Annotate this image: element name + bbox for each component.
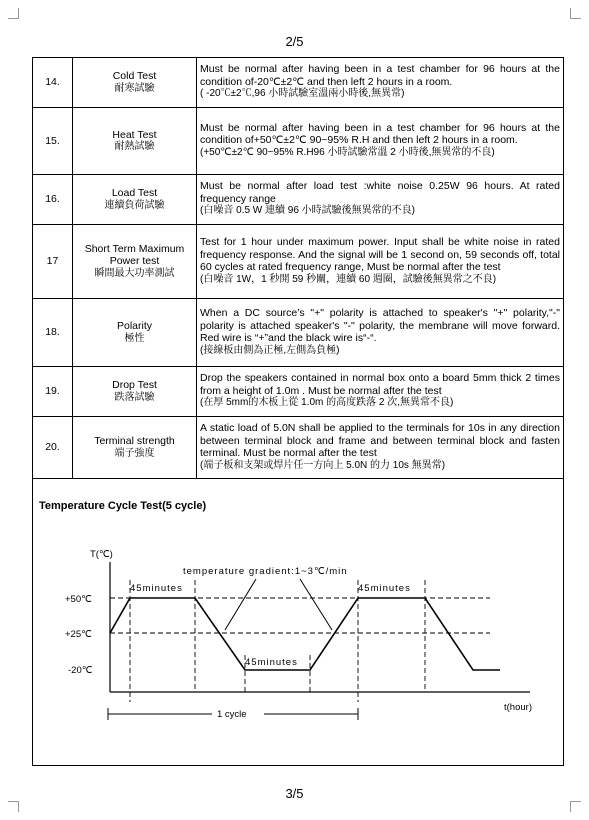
tick-label-minus20: -20℃ xyxy=(68,665,93,676)
test-description-zh: (白噪音 1W，1 秒開 59 秒關，連續 60 週圈，試驗後無異常之不良) xyxy=(200,273,497,285)
test-description-zh: (接線板由側為正極,左側為負極) xyxy=(200,344,340,356)
test-name-zh: 瞬間最大功率測試 xyxy=(94,267,175,279)
table-row xyxy=(33,175,564,225)
temperature-cycle-chart xyxy=(60,540,560,730)
test-description-zh: (在厚 5mm的木板上從 1.0m 的高度跌落 2 次,無異常不良) xyxy=(200,397,454,409)
hold-label-top-2: 45minutes xyxy=(358,583,411,594)
test-name-en: Load Test xyxy=(111,187,158,199)
test-description-en: Must be normal after having been in a test chamber for 96 hours at the condition of+50℃±2℃ 90~95% R.H and then left 2 hours in a room. xyxy=(200,121,560,147)
test-description-cell xyxy=(197,108,564,175)
row-number: 20. xyxy=(33,417,73,479)
test-spec-table-body xyxy=(33,58,564,479)
table-row xyxy=(33,417,564,479)
test-description-zh: ( -20℃±2℃,96 小時試驗室溫兩小時後,無異常) xyxy=(200,88,405,100)
test-description-cell xyxy=(197,58,564,108)
hold-label-bottom: 45minutes xyxy=(245,657,298,668)
row-number: 14. xyxy=(33,58,73,108)
row-number: 16. xyxy=(33,175,73,225)
tick-label-plus25: +25℃ xyxy=(65,629,92,640)
test-description-en: A static load of 5.0N shall be applied to the terminals for 10s in any direction between terminal block and frame and between terminal block and fasten terminal. Must be normal after the test xyxy=(200,422,560,459)
test-name-zh: 跌落試驗 xyxy=(114,391,155,403)
crop-mark-bottom-right xyxy=(570,801,581,812)
test-name-en: Cold Test xyxy=(112,70,157,82)
cycle-label: 1 cycle xyxy=(217,709,247,720)
crop-mark-bottom-left xyxy=(8,801,19,812)
row-number: 17 xyxy=(33,225,73,299)
hold-label-top-1: 45minutes xyxy=(130,583,183,594)
test-description-zh: (白噪音 0.5 W 連續 96 小時試驗後無異常的不良) xyxy=(200,205,416,217)
test-description-cell xyxy=(197,299,564,367)
gradient-arrow-down xyxy=(225,579,256,630)
test-name-zh: 耐熱試驗 xyxy=(114,141,155,152)
test-name-cell xyxy=(73,175,197,225)
test-description-cell xyxy=(197,367,564,417)
test-description-cell xyxy=(197,175,564,225)
test-name-cell xyxy=(73,58,197,108)
row-number: 19. xyxy=(33,367,73,417)
test-name-en: Terminal strength xyxy=(94,435,175,447)
test-description-en: Test for 1 hour under maximum power. Input shall be white noise in rated frequency response. And the signal will be 1 second on, 59 seconds off, total 60 cycles at rated frequency range, Must be normal after the test xyxy=(200,236,560,273)
test-description-en: Drop the speakers contained in normal box onto a board 5mm thick 2 times from a height of 1.0m . Must be normal after the test xyxy=(200,372,560,397)
row-number: 18. xyxy=(33,299,73,367)
temperature-profile-line xyxy=(110,598,500,670)
test-name-zh: 端子強度 xyxy=(114,447,155,459)
gradient-note: temperature gradient:1~3℃/min xyxy=(183,566,348,577)
table-row xyxy=(33,299,564,367)
test-description-en: Must be normal after having been in a test chamber for 96 hours at the condition of-20℃±2℃ and then left 2 hours in a room. xyxy=(200,63,560,88)
test-name-en: Heat Test xyxy=(112,128,157,141)
table-row xyxy=(33,58,564,108)
crop-mark-top-right xyxy=(570,8,581,19)
section-title: Temperature Cycle Test(5 cycle) xyxy=(39,500,207,512)
test-name-cell xyxy=(73,225,197,299)
gradient-arrow-up xyxy=(300,579,332,630)
test-name-cell xyxy=(73,417,197,479)
test-name-en: Short Term Maximum Power test xyxy=(84,242,185,268)
tick-label-plus50: +50℃ xyxy=(65,594,92,605)
test-description-zh: (端子板和支架或焊片任一方向上 5.0N 的力 10s 無異常) xyxy=(200,459,446,471)
test-description-en: Must be normal after load test :white noise 0.25W 96 hours. At rated frequency range xyxy=(200,180,560,205)
test-description-zh: (+50℃±2℃ 90~95% R.H96 小時試驗常溫 2 小時後,無異常的不良) xyxy=(200,146,495,158)
test-description-en: When a DC source’s "+" polarity is attached to speaker's "+" polarity,"-" polarity is attached speaker's "-" polarity, the membrane will move forward. Red wire is “+”and the black wire is“-“. xyxy=(200,307,560,344)
page-number-header: 2/5 xyxy=(285,34,304,49)
test-name-zh: 極性 xyxy=(124,332,145,344)
test-description-cell xyxy=(197,225,564,299)
crop-mark-top-left xyxy=(8,8,19,19)
test-description-cell xyxy=(197,417,564,479)
row-number: 15. xyxy=(33,108,73,175)
x-axis-label: t(hour) xyxy=(504,702,532,713)
y-axis-label: T(℃) xyxy=(90,549,113,560)
test-name-cell xyxy=(73,367,197,417)
page-number-footer: 3/5 xyxy=(285,786,304,801)
test-name-en: Drop Test xyxy=(112,379,157,391)
test-name-en: Polarity xyxy=(116,320,152,332)
test-spec-table xyxy=(32,57,564,479)
test-name-zh: 耐寒試驗 xyxy=(114,82,155,94)
table-row xyxy=(33,225,564,299)
test-name-cell xyxy=(73,299,197,367)
test-name-zh: 連續負荷試驗 xyxy=(104,199,165,211)
test-name-cell xyxy=(73,108,197,175)
table-row xyxy=(33,108,564,175)
table-row xyxy=(33,367,564,417)
